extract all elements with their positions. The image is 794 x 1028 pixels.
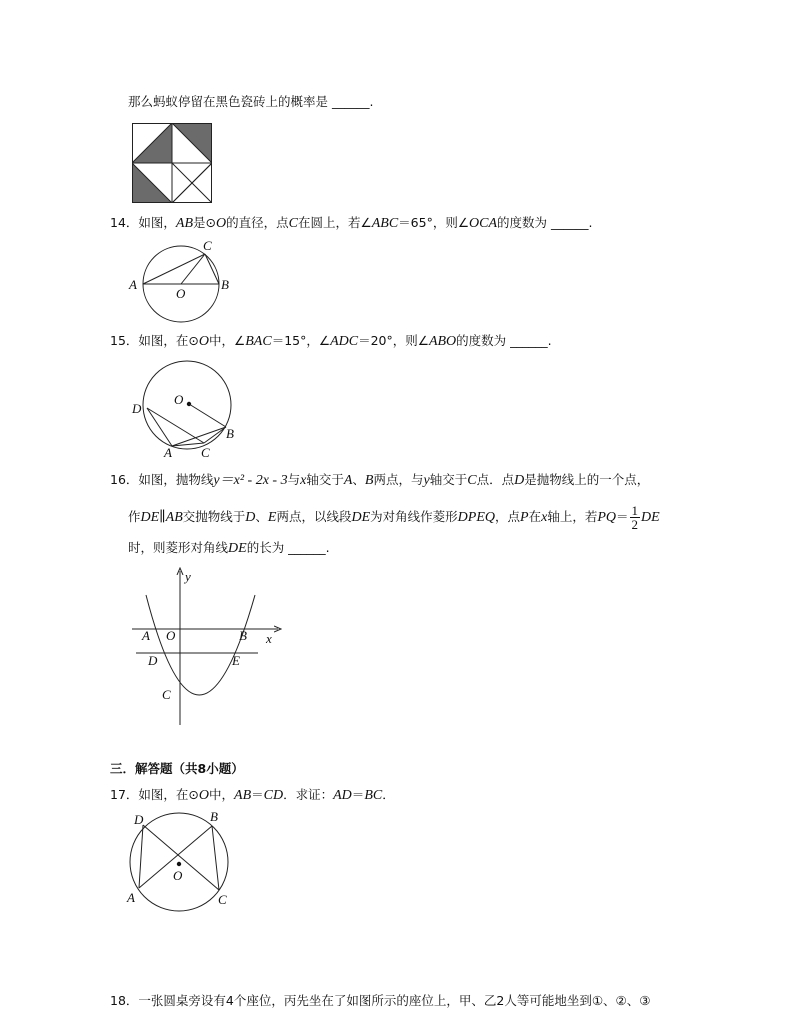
q16-label-c: C bbox=[162, 687, 171, 702]
q16-figure bbox=[128, 565, 288, 734]
q16-line1: 16．如图，抛物线y＝x² - 2x - 3与x轴交于A、B两点，与y轴交于C点．点D是抛物线上的一个点， bbox=[110, 472, 650, 488]
q17-label-c: C bbox=[218, 892, 227, 907]
q16-label-y: y bbox=[185, 569, 191, 584]
q17-label-b: B bbox=[210, 809, 218, 824]
q16-label-e: E bbox=[232, 653, 240, 668]
q17-label-o: O bbox=[173, 868, 183, 883]
q16-label-o: O bbox=[166, 628, 176, 643]
q13-tile-figure bbox=[132, 123, 212, 207]
q13-text: 那么蚂蚁停留在黑色瓷砖上的概率是 ______. bbox=[128, 94, 374, 109]
q16-label-x: x bbox=[266, 631, 272, 646]
q16-label-b: B bbox=[239, 628, 247, 643]
q14-label-b: B bbox=[221, 277, 229, 292]
q15-label-a: A bbox=[164, 445, 172, 460]
q15-label-d: D bbox=[132, 401, 142, 416]
q18-question: 18．一张圆桌旁设有4个座位，丙先坐在了如图所示的座位上，甲、乙2人等可能地坐到①、②、③ bbox=[110, 993, 651, 1008]
q14-question: 14．如图，AB是⊙O的直径，点C在圆上，若∠ABC＝65°，则∠OCA的度数为 ______. bbox=[110, 215, 593, 231]
q15-figure bbox=[128, 355, 243, 464]
q16-line2: 作DE∥AB交抛物线于D、E两点，以线段DE为对角线作菱形DPEQ，点P在x轴上，若PQ＝ $\frac{1}{2}$ DE bbox=[128, 503, 660, 532]
q14-label-c: C bbox=[203, 238, 212, 253]
q17-question: 17．如图，在⊙O中，AB＝CD．求证：AD＝BC． bbox=[110, 787, 395, 803]
q17-label-a: A bbox=[127, 890, 135, 905]
q15-question: 15．如图，在⊙O中，∠BAC＝15°，∠ADC＝20°，则∠ABO的度数为 ______. bbox=[110, 333, 552, 349]
q15-label-c: C bbox=[201, 445, 210, 460]
q16-label-a: A bbox=[142, 628, 150, 643]
q17-figure bbox=[122, 808, 242, 922]
q17-label-d: D bbox=[134, 812, 144, 827]
q14-label-o: O bbox=[176, 286, 186, 301]
q15-label-b: B bbox=[226, 426, 234, 441]
q16-label-d: D bbox=[148, 653, 158, 668]
q14-label-a: A bbox=[129, 277, 137, 292]
q16-fraction: $\frac{1}{2}$ bbox=[631, 503, 639, 532]
section3-heading: 三．解答题（共8小题） bbox=[110, 761, 244, 776]
q15-label-o: O bbox=[174, 392, 184, 407]
q16-line3: 时，则菱形对角线DE的长为 ______. bbox=[128, 540, 330, 556]
q14-figure bbox=[125, 238, 240, 332]
